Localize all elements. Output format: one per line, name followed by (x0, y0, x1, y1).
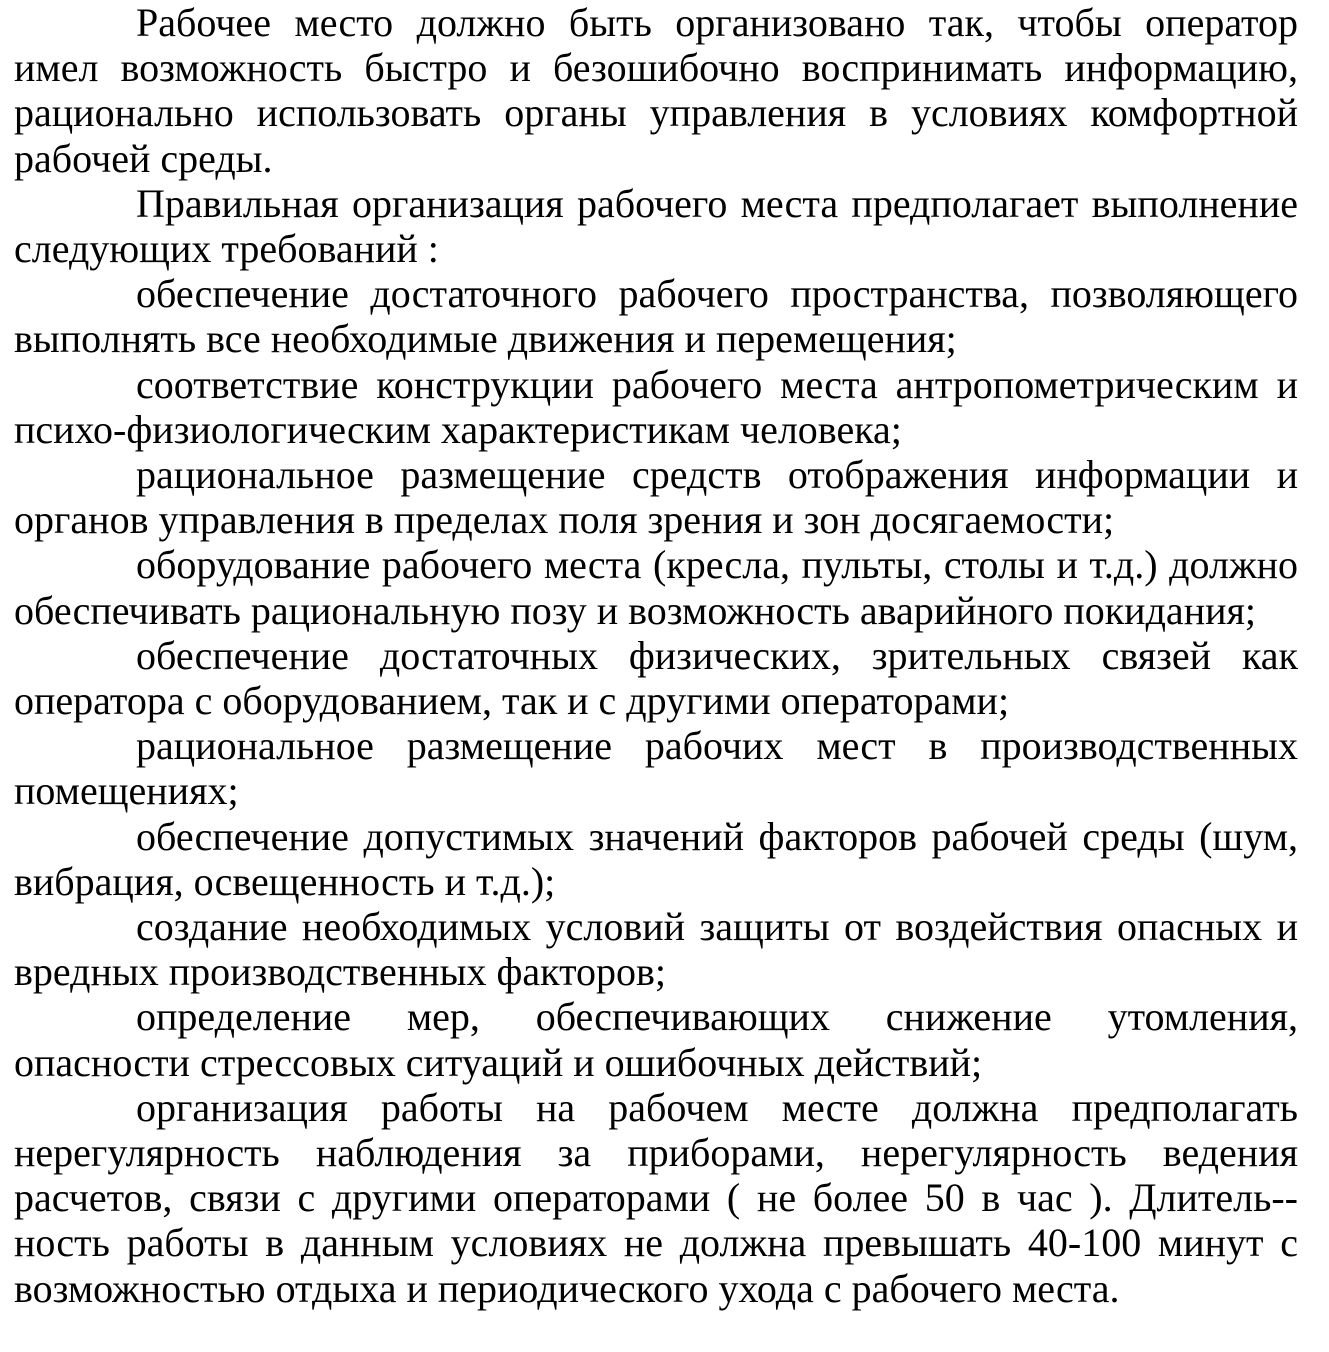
paragraph-requirement-placement: рациональное размещение рабочих мест в производственных помещениях; (14, 723, 1298, 814)
paragraph-requirement-equipment: оборудование рабочего места (кресла, пульты, столы и т.д.) должно обеспечивать рациональную позу и возможность аварийного покидания; (14, 542, 1298, 633)
paragraph-requirement-workspace: обеспечение достаточного рабочего пространства, позволяющего выполнять все необходимые движения и перемещения; (14, 271, 1298, 362)
paragraph-requirement-displays-controls: рациональное размещение средств отображения информации и органов управления в пределах поля зрения и зон досягаемости; (14, 452, 1298, 543)
paragraph-requirement-visual-links: обеспечение достаточных физических, зрительных связей как оператора с оборудованием, так и с другими операторами; (14, 632, 1298, 724)
document-page (14, 0, 1298, 1311)
paragraph-requirement-environment: обеспечение допустимых значений факторов рабочей среды (шум, вибрация, освещенность и т.д.); (14, 813, 1298, 904)
paragraph-requirement-protection: создание необходимых условий защиты от воздействия опасных и вредных производственных факторов; (14, 904, 1298, 995)
paragraph-requirement-anthropometric: соответствие конструкции рабочего места антропометрическим и психо-физиологическим характеристикам человека; (14, 361, 1298, 452)
paragraph-requirement-fatigue: определение мер, обеспечивающих снижение утомления, опасности стрессовых ситуаций и ошибочных действий; (14, 994, 1298, 1085)
paragraph-intro: Рабочее место должно быть организовано так, чтобы оператор имел возможность быстро и безошибочно воспринимать информацию, рационально использовать органы управления в условиях комфортной рабочей среды. (14, 0, 1298, 181)
paragraph-requirements-heading: Правильная организация рабочего места предполагает выполнение следующих требований : (14, 180, 1298, 272)
paragraph-requirement-work-organization: организация работы на рабочем месте должна предполагать нерегулярность наблюдения за приборами, нерегулярность ведения расчетов, связи с другими операторами ( не более 50 в час ). Длитель-ность работы в данным условиях не должна превышать 40-100 минут с возможностью отдыха и периодического ухода с рабочего места. (14, 1084, 1298, 1311)
